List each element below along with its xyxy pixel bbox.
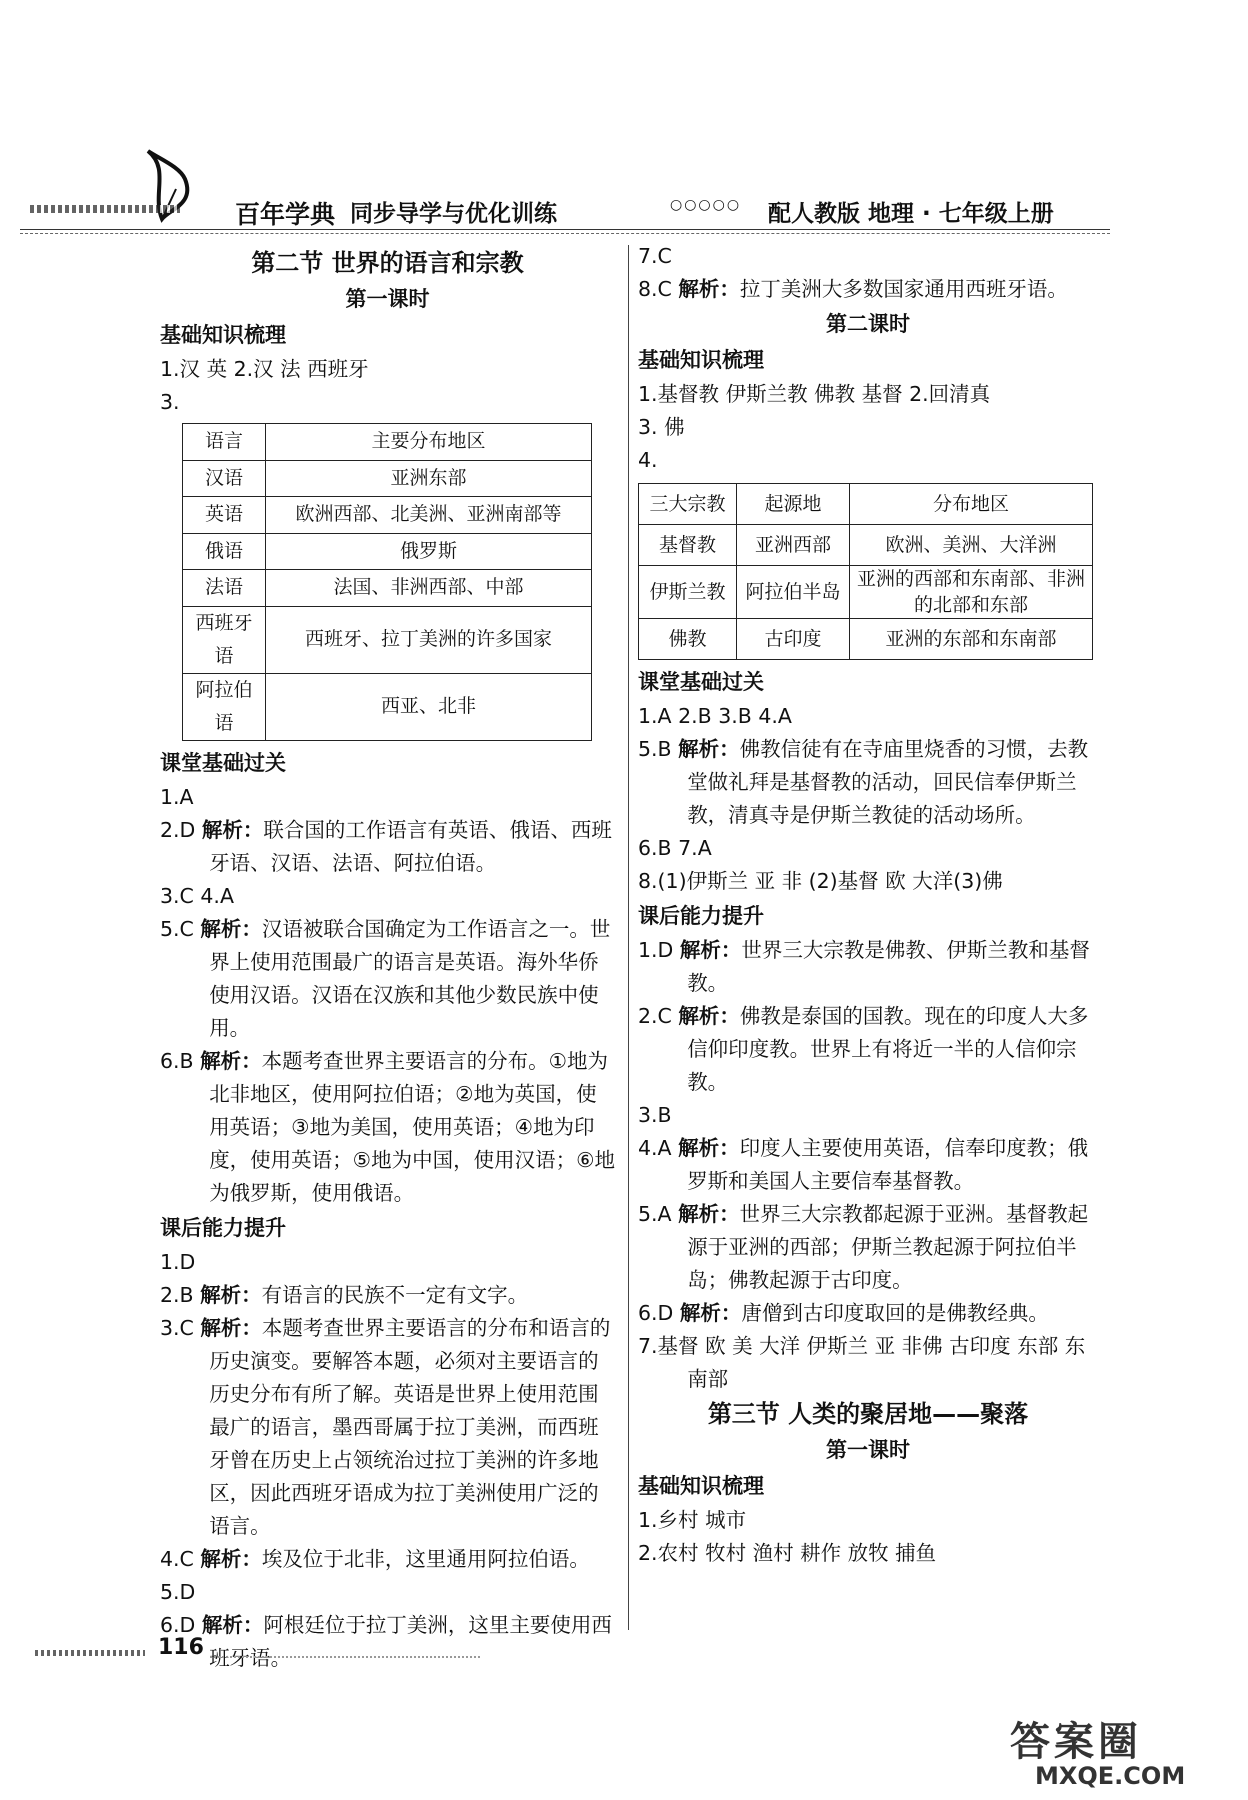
section-heading: 基础知识梳理 bbox=[638, 348, 764, 372]
analysis-label: 解析： bbox=[200, 1546, 262, 1571]
table-row bbox=[183, 424, 592, 461]
table-cell: 亚洲东部 bbox=[266, 460, 592, 497]
answer-item bbox=[638, 1198, 1098, 1297]
analysis-text: 世界三大宗教都起源于亚洲。基督教起源于亚洲的西部；伊斯兰教起源于阿拉伯半岛；佛教起源于古印度。 bbox=[687, 1202, 1089, 1292]
answer-number: 2.D bbox=[160, 817, 196, 842]
decorative-dots bbox=[35, 1650, 145, 1656]
right-column bbox=[638, 240, 1098, 1570]
table-cell: 英语 bbox=[183, 497, 266, 534]
answer-item bbox=[160, 913, 615, 1045]
answer-item bbox=[160, 1279, 615, 1312]
decorative-dotted-line bbox=[210, 1656, 480, 1658]
table-cell: 起源地 bbox=[737, 484, 850, 525]
table-cell: 西班牙、拉丁美洲的许多国家 bbox=[266, 606, 592, 673]
answer-line: 6.B 7.A bbox=[638, 836, 712, 860]
table-cell: 伊斯兰教 bbox=[639, 566, 737, 619]
answer-line: 1.D bbox=[160, 1249, 196, 1274]
answer-line: 5.D bbox=[160, 1579, 196, 1604]
answer-number: 8.C bbox=[638, 277, 672, 301]
answer-number: 1.D bbox=[638, 938, 674, 962]
answer-item bbox=[638, 273, 1098, 306]
section-title: 第三节 人类的聚居地——聚落 bbox=[707, 1400, 1029, 1428]
section-heading: 课堂基础过关 bbox=[160, 750, 286, 775]
table-row bbox=[639, 484, 1093, 525]
answer-number: 6.D bbox=[160, 1612, 196, 1637]
table-cell: 法国、非洲西部、中部 bbox=[266, 570, 592, 607]
table-row bbox=[183, 606, 592, 673]
analysis-label: 解析： bbox=[200, 1048, 262, 1073]
analysis-text: 埃及位于北非，这里通用阿拉伯语。 bbox=[261, 1546, 590, 1571]
watermark-url: MXQE.COM bbox=[1035, 1762, 1186, 1790]
table-cell: 主要分布地区 bbox=[266, 424, 592, 461]
section-heading: 课后能力提升 bbox=[638, 904, 764, 928]
answer-number: 2.B bbox=[160, 1282, 194, 1307]
table-cell: 佛教 bbox=[639, 619, 737, 660]
table-row bbox=[639, 525, 1093, 566]
table-cell: 亚洲的西部和东南部、非洲的北部和东部 bbox=[850, 566, 1093, 619]
answer-line: 4. bbox=[638, 448, 658, 472]
analysis-label: 解析： bbox=[201, 1612, 264, 1637]
answer-item bbox=[638, 934, 1098, 1000]
table-row bbox=[639, 566, 1093, 619]
answer-line: 1.汉 英 2.汉 法 西班牙 bbox=[160, 357, 369, 381]
answer-line: 1.A 2.B 3.B 4.A bbox=[638, 704, 792, 728]
page-footer bbox=[20, 1630, 470, 1670]
brand-name: 百年学典 bbox=[235, 200, 336, 229]
analysis-label: 解析： bbox=[678, 1004, 740, 1028]
answer-number: 5.B bbox=[638, 737, 672, 761]
religion-table bbox=[638, 483, 1093, 660]
answer-number: 4.A bbox=[638, 1136, 672, 1160]
answer-line: 2.农村 牧村 渔村 耕作 放牧 捕鱼 bbox=[638, 1541, 937, 1565]
answer-item bbox=[160, 1543, 615, 1576]
analysis-label: 解析： bbox=[200, 916, 262, 941]
analysis-text: 佛教是泰国的国教。现在的印度人大多信仰印度教。世界上有将近一半的人信仰宗教。 bbox=[687, 1004, 1089, 1094]
answer-number: 5.A bbox=[638, 1202, 672, 1226]
table-cell: 法语 bbox=[183, 570, 266, 607]
analysis-text: 佛教信徒有在寺庙里烧香的习惯，去教堂做礼拜是基督教的活动，回民信奉伊斯兰教，清真寺是伊斯兰教徒的活动场所。 bbox=[687, 737, 1089, 827]
left-column bbox=[160, 245, 615, 1675]
table-cell: 亚洲西部 bbox=[737, 525, 850, 566]
analysis-text: 阿根廷位于拉丁美洲，这里主要使用西班牙语。 bbox=[209, 1612, 612, 1670]
analysis-text: 世界三大宗教是佛教、伊斯兰教和基督教。 bbox=[687, 938, 1090, 995]
language-table bbox=[182, 423, 592, 741]
decorative-dots bbox=[30, 205, 180, 213]
page-number: 116 bbox=[158, 1635, 204, 1660]
table-cell: 西亚、北非 bbox=[266, 673, 592, 740]
answer-item bbox=[160, 1045, 615, 1210]
analysis-label: 解析： bbox=[678, 1202, 740, 1226]
answer-number: 5.C bbox=[160, 916, 194, 941]
table-cell: 阿拉伯语 bbox=[183, 673, 266, 740]
answer-line: 3. bbox=[160, 390, 180, 414]
answer-item bbox=[160, 814, 615, 880]
table-cell: 西班牙语 bbox=[183, 606, 266, 673]
table-cell: 阿拉伯半岛 bbox=[737, 566, 850, 619]
table-cell: 语言 bbox=[183, 424, 266, 461]
answer-item bbox=[160, 1312, 615, 1543]
section-heading: 基础知识梳理 bbox=[160, 323, 286, 347]
section-heading: 基础知识梳理 bbox=[638, 1474, 764, 1498]
answer-item bbox=[638, 1000, 1098, 1099]
table-cell: 汉语 bbox=[183, 460, 266, 497]
analysis-label: 解析： bbox=[678, 1136, 740, 1160]
feather-pen-icon bbox=[140, 149, 200, 225]
table-cell: 欧洲西部、北美洲、亚洲南部等 bbox=[266, 497, 592, 534]
section-title: 第二节 世界的语言和宗教 bbox=[251, 249, 524, 277]
table-cell: 古印度 bbox=[737, 619, 850, 660]
book-subtitle: 同步导学与优化训练 bbox=[350, 201, 557, 227]
answer-number: 6.B bbox=[160, 1048, 194, 1073]
decorative-circles: ○○○○○ bbox=[670, 197, 742, 213]
analysis-text: 拉丁美洲大多数国家通用西班牙语。 bbox=[739, 277, 1068, 301]
answer-line: 8.(1)伊斯兰 亚 非 (2)基督 欧 大洋(3)佛 bbox=[638, 869, 1003, 893]
header-rule bbox=[20, 229, 1110, 230]
analysis-text: 有语言的民族不一定有文字。 bbox=[261, 1282, 529, 1307]
section-heading: 课堂基础过关 bbox=[638, 670, 764, 694]
table-cell: 欧洲、美洲、大洋洲 bbox=[850, 525, 1093, 566]
table-row bbox=[183, 570, 592, 607]
table-cell: 分布地区 bbox=[850, 484, 1093, 525]
table-row bbox=[639, 619, 1093, 660]
lesson-title: 第一课时 bbox=[345, 287, 430, 311]
section-heading: 课后能力提升 bbox=[160, 1215, 286, 1240]
table-row bbox=[183, 497, 592, 534]
table-cell: 俄语 bbox=[183, 533, 266, 570]
analysis-label: 解析： bbox=[200, 1315, 262, 1340]
watermark-logo bbox=[1010, 1710, 1240, 1790]
answer-line: 3.C 4.A bbox=[160, 883, 234, 908]
answer-line: 7.基督 欧 美 大洋 伊斯兰 亚 非佛 古印度 东部 东南部 bbox=[638, 1334, 1086, 1391]
answer-line: 7.C bbox=[638, 244, 672, 268]
answer-number: 6.D bbox=[638, 1301, 674, 1325]
lesson-title: 第一课时 bbox=[826, 1438, 910, 1462]
answer-item bbox=[638, 1297, 1098, 1330]
analysis-text: 联合国的工作语言有英语、俄语、西班牙语、汉语、法语、阿拉伯语。 bbox=[209, 817, 612, 875]
answer-item bbox=[638, 733, 1098, 832]
answer-line: 3.B bbox=[638, 1103, 672, 1127]
table-row bbox=[183, 533, 592, 570]
analysis-label: 解析： bbox=[679, 1301, 742, 1325]
analysis-text: 唐僧到古印度取回的是佛教经典。 bbox=[741, 1301, 1049, 1325]
table-cell: 亚洲的东部和东南部 bbox=[850, 619, 1093, 660]
table-cell: 基督教 bbox=[639, 525, 737, 566]
analysis-text: 本题考查世界主要语言的分布和语言的历史演变。要解答本题，必须对主要语言的历史分布有所了解。英语是世界上使用范围最广的语言，墨西哥属于拉丁美洲，而西班牙曾在历史上占领统治过拉丁美洲的许多地区，因此西班牙语成为拉丁美洲使用广泛的语言。 bbox=[209, 1315, 611, 1538]
analysis-label: 解析： bbox=[200, 1282, 262, 1307]
answer-number: 3.C bbox=[160, 1315, 194, 1340]
analysis-label: 解析： bbox=[678, 737, 740, 761]
analysis-text: 汉语被联合国确定为工作语言之一。世界上使用范围最广的语言是英语。海外华侨使用汉语。汉语在汉族和其他少数民族中使用。 bbox=[209, 916, 611, 1040]
analysis-label: 解析： bbox=[678, 277, 740, 301]
answer-item bbox=[638, 1132, 1098, 1198]
table-row bbox=[183, 460, 592, 497]
answer-line: 1.乡村 城市 bbox=[638, 1508, 747, 1532]
table-row bbox=[183, 673, 592, 740]
analysis-label: 解析： bbox=[679, 938, 742, 962]
answer-number: 2.C bbox=[638, 1004, 672, 1028]
answer-line: 3. 佛 bbox=[638, 415, 685, 439]
answer-line: 1.基督教 伊斯兰教 佛教 基督 2.回清真 bbox=[638, 382, 991, 406]
page-header bbox=[20, 165, 1110, 229]
book-edition: 配人教版 地理 · 七年级上册 bbox=[768, 201, 1054, 227]
analysis-text: 印度人主要使用英语，信奉印度教；俄罗斯和美国人主要信奉基督教。 bbox=[687, 1136, 1089, 1193]
table-cell: 三大宗教 bbox=[639, 484, 737, 525]
analysis-label: 解析： bbox=[201, 817, 264, 842]
header-rule-dashed bbox=[20, 233, 1110, 234]
column-divider bbox=[628, 245, 629, 1630]
analysis-text: 本题考查世界主要语言的分布。①地为北非地区，使用阿拉伯语；②地为英国，使用英语；③地为美国，使用英语；④地为印度，使用英语；⑤地为中国，使用汉语；⑥地为俄罗斯，使用俄语。 bbox=[209, 1048, 615, 1205]
lesson-title: 第二课时 bbox=[826, 312, 910, 336]
watermark-text: 答案圈 bbox=[1010, 1719, 1142, 1765]
answer-number: 4.C bbox=[160, 1546, 194, 1571]
answer-line: 1.A bbox=[160, 784, 194, 809]
table-cell: 俄罗斯 bbox=[266, 533, 592, 570]
